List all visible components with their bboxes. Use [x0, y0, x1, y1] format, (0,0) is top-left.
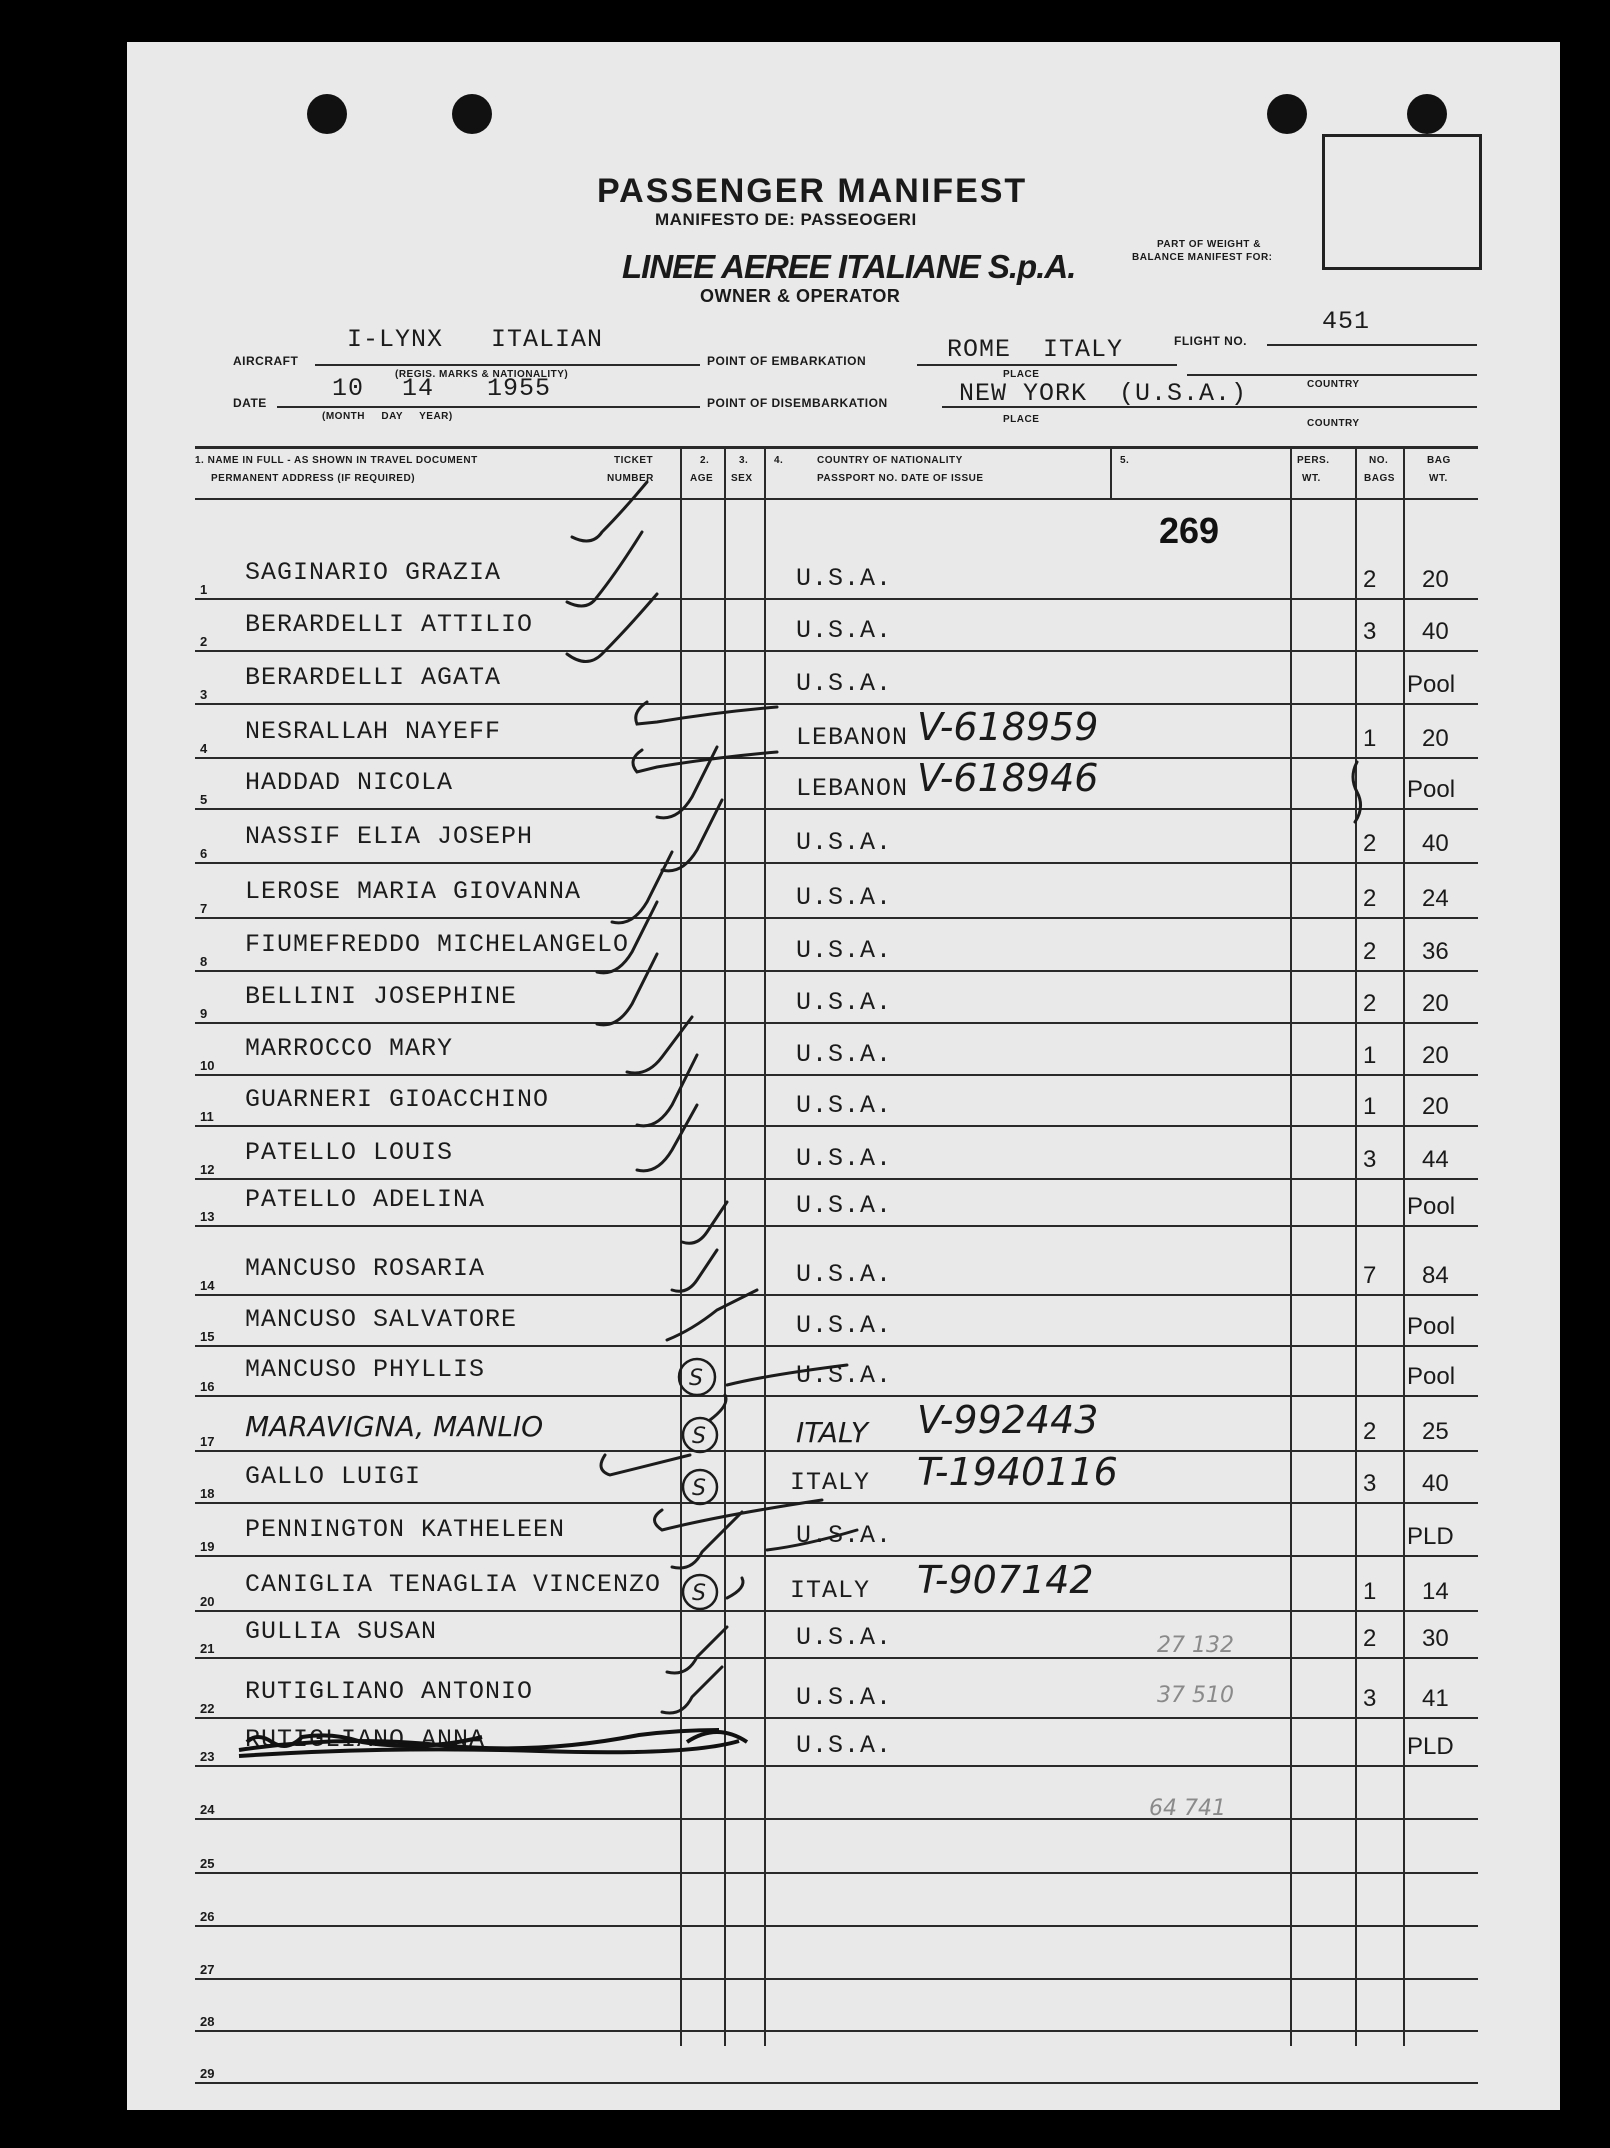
nationality: U.S.A. — [796, 564, 893, 593]
bag-weight: 20 — [1422, 1042, 1449, 1069]
passenger-name: MANCUSO PHYLLIS — [245, 1355, 486, 1384]
bag-weight: 40 — [1422, 830, 1449, 857]
nationality: U.S.A. — [796, 988, 893, 1017]
nationality: U.S.A. — [796, 1731, 893, 1760]
bag-weight: PLD — [1407, 1733, 1454, 1760]
place-label-1: PLACE — [1003, 369, 1040, 380]
bag-weight: 44 — [1422, 1146, 1449, 1173]
passenger-name: MANCUSO ROSARIA — [245, 1254, 486, 1283]
passport-number: V-618946 — [917, 756, 1099, 800]
bag-weight: Pool — [1407, 1363, 1456, 1390]
nationality: U.S.A. — [796, 1260, 893, 1289]
row-number: 5 — [200, 792, 208, 807]
passenger-name: MARAVIGNA, MANLIO — [245, 1410, 544, 1443]
bag-weight: 20 — [1422, 1093, 1449, 1120]
date-year: 1955 — [487, 374, 552, 403]
col-country-header-2: PASSPORT NO. DATE OF ISSUE — [817, 473, 984, 484]
nationality: LEBANON — [796, 774, 909, 803]
passenger-name: MANCUSO SALVATORE — [245, 1305, 518, 1334]
row-number: 18 — [200, 1486, 215, 1501]
col-5-number: 5. — [1120, 455, 1130, 466]
col-nobags-header-1: NO. — [1369, 455, 1389, 466]
row-number: 16 — [200, 1379, 215, 1394]
flight-label: FLIGHT NO. — [1174, 334, 1247, 348]
weight-label-line1: PART OF WEIGHT & — [1157, 239, 1261, 250]
embarkation-label: POINT OF EMBARKATION — [707, 354, 867, 368]
bag-weight: 30 — [1422, 1625, 1449, 1652]
passenger-name: GUARNERI GIOACCHINO — [245, 1085, 550, 1114]
bag-count: 3 — [1363, 618, 1377, 645]
row-number: 10 — [200, 1058, 215, 1073]
col-pers-header-2: WT. — [1302, 473, 1321, 484]
stamp-number: 269 — [1159, 510, 1220, 551]
col-pers-header-1: PERS. — [1297, 455, 1330, 466]
col-age-header-2: AGE — [690, 473, 714, 484]
owner-operator: OWNER & OPERATOR — [700, 286, 901, 306]
svg-text:S: S — [692, 1424, 706, 1449]
bag-weight: 84 — [1422, 1262, 1449, 1289]
bag-weight: 14 — [1422, 1578, 1449, 1605]
row-number: 17 — [200, 1434, 215, 1449]
bag-count: 1 — [1363, 725, 1377, 752]
row-number: 27 — [200, 1962, 215, 1977]
col-4-number: 4. — [774, 455, 784, 466]
date-month: 10 — [332, 374, 365, 403]
passenger-name: RUTIGLIANO ANNA — [245, 1725, 486, 1754]
bag-weight: 40 — [1422, 618, 1449, 645]
country-label-2: COUNTRY — [1307, 418, 1360, 429]
row-number: 26 — [200, 1909, 215, 1924]
row-number: 6 — [200, 846, 208, 861]
date-day: 14 — [402, 374, 435, 403]
country-label-1: COUNTRY — [1307, 379, 1360, 390]
passenger-name: GULLIA SUSAN — [245, 1617, 438, 1646]
bag-weight: 20 — [1422, 725, 1449, 752]
nationality: U.S.A. — [796, 1361, 893, 1390]
row-number: 19 — [200, 1539, 215, 1554]
airline-name: LINEE AEREE ITALIANE S.p.A. — [622, 248, 1076, 285]
bag-count: 2 — [1363, 1418, 1377, 1445]
nationality: U.S.A. — [796, 1191, 893, 1220]
col-name-header-2: PERMANENT ADDRESS (IF REQUIRED) — [211, 473, 416, 484]
svg-text:37 510: 37 510 — [1157, 1683, 1234, 1708]
col-sex-header-2: SEX — [731, 473, 753, 484]
row-number: 1 — [200, 582, 208, 597]
bag-weight: Pool — [1407, 776, 1456, 803]
nationality: U.S.A. — [796, 1040, 893, 1069]
bag-count: 2 — [1363, 1625, 1377, 1652]
nationality: ITALY — [790, 1576, 871, 1605]
passenger-name: FIUMEFREDDO MICHELANGELO — [245, 930, 630, 959]
col-age-header-1: 2. — [700, 455, 710, 466]
bag-weight: Pool — [1407, 1313, 1456, 1340]
aircraft-value: I-LYNX ITALIAN — [347, 325, 604, 354]
row-number: 28 — [200, 2014, 215, 2029]
col-bagwt-header-2: WT. — [1429, 473, 1448, 484]
row-number: 23 — [200, 1749, 215, 1764]
row-number: 20 — [200, 1594, 215, 1609]
bag-count: 3 — [1363, 1685, 1377, 1712]
nationality: U.S.A. — [796, 1144, 893, 1173]
bag-count: 3 — [1363, 1470, 1377, 1497]
row-number: 9 — [200, 1006, 208, 1021]
disembarkation-label: POINT OF DISEMBARKATION — [707, 396, 888, 410]
row-number: 25 — [200, 1856, 215, 1871]
nationality: U.S.A. — [796, 669, 893, 698]
passenger-name: MARROCCO MARY — [245, 1034, 454, 1063]
bag-count: 1 — [1363, 1578, 1377, 1605]
passenger-name: CANIGLIA TENAGLIA VINCENZO — [245, 1570, 662, 1599]
row-number: 14 — [200, 1278, 215, 1293]
passport-number: T-1940116 — [917, 1450, 1118, 1494]
row-number: 13 — [200, 1209, 215, 1224]
manifest-page — [127, 42, 1560, 2110]
bag-count: 1 — [1363, 1093, 1377, 1120]
aircraft-label: AIRCRAFT — [233, 354, 299, 368]
svg-text:S: S — [689, 1366, 703, 1391]
svg-text:64 741: 64 741 — [1149, 1796, 1226, 1821]
bag-weight: Pool — [1407, 671, 1456, 698]
manifest-title: PASSENGER MANIFEST — [597, 172, 1028, 210]
passenger-name: PATELLO LOUIS — [245, 1138, 454, 1167]
col-ticket-header-1: TICKET — [614, 455, 654, 466]
row-number: 7 — [200, 901, 208, 916]
svg-text:S: S — [692, 1476, 706, 1501]
handwritten-checkmarks — [127, 42, 1560, 2110]
bag-weight: 41 — [1422, 1685, 1449, 1712]
row-number: 4 — [200, 741, 208, 756]
passport-number: V-992443 — [917, 1398, 1099, 1442]
nationality: ITALY — [790, 1468, 871, 1497]
nationality: U.S.A. — [796, 1091, 893, 1120]
row-number: 3 — [200, 687, 208, 702]
manifest-subtitle: MANIFESTO DE: PASSEOGERI — [655, 210, 917, 229]
flight-value: 451 — [1322, 307, 1371, 336]
bag-weight: 20 — [1422, 566, 1449, 593]
svg-text:27 132: 27 132 — [1157, 1633, 1234, 1658]
bag-count: 1 — [1363, 1042, 1377, 1069]
passenger-name: RUTIGLIANO ANTONIO — [245, 1677, 534, 1706]
passenger-name: PATELLO ADELINA — [245, 1185, 486, 1214]
passenger-name: NESRALLAH NAYEFF — [245, 717, 502, 746]
row-number: 21 — [200, 1641, 215, 1656]
row-number: 12 — [200, 1162, 215, 1177]
bag-count: 2 — [1363, 830, 1377, 857]
weight-label-line2: BALANCE MANIFEST FOR: — [1132, 252, 1273, 263]
bag-count: 2 — [1363, 566, 1377, 593]
bag-weight: 40 — [1422, 1470, 1449, 1497]
passenger-name: SAGINARIO GRAZIA — [245, 558, 502, 587]
row-number: 11 — [200, 1109, 214, 1124]
date-label: DATE — [233, 396, 267, 410]
passenger-name: BERARDELLI AGATA — [245, 663, 502, 692]
nationality: LEBANON — [796, 723, 909, 752]
regis-label: (REGIS. MARKS & NATIONALITY) — [395, 369, 569, 380]
row-number: 2 — [200, 634, 208, 649]
bag-weight: 24 — [1422, 885, 1449, 912]
passenger-name: NASSIF ELIA JOSEPH — [245, 822, 534, 851]
bag-count: 2 — [1363, 885, 1377, 912]
nationality: U.S.A. — [796, 1311, 893, 1340]
bag-count: 3 — [1363, 1146, 1377, 1173]
nationality: ITALY — [796, 1416, 868, 1449]
svg-text:S: S — [692, 1581, 706, 1606]
bag-weight: 20 — [1422, 990, 1449, 1017]
col-nobags-header-2: BAGS — [1364, 473, 1395, 484]
passport-number: V-618959 — [917, 705, 1099, 749]
col-ticket-header-2: NUMBER — [607, 473, 654, 484]
disembarkation-value: NEW YORK (U.S.A.) — [959, 379, 1248, 408]
nationality: U.S.A. — [796, 1683, 893, 1712]
date-sublabel: (MONTH DAY YEAR) — [322, 411, 453, 422]
nationality: U.S.A. — [796, 936, 893, 965]
col-name-header-1: 1. NAME IN FULL - AS SHOWN IN TRAVEL DOCUMENT — [195, 455, 478, 466]
col-sex-header-1: 3. — [739, 455, 749, 466]
bag-weight: Pool — [1407, 1193, 1456, 1220]
passenger-name: PENNINGTON KATHELEEN — [245, 1515, 566, 1544]
bag-weight: 36 — [1422, 938, 1449, 965]
bag-count: 7 — [1363, 1262, 1377, 1289]
bag-weight: PLD — [1407, 1523, 1454, 1550]
nationality: U.S.A. — [796, 1521, 893, 1550]
bag-weight: 25 — [1422, 1418, 1449, 1445]
passenger-name: BERARDELLI ATTILIO — [245, 610, 534, 639]
passenger-name: HADDAD NICOLA — [245, 768, 454, 797]
passport-number: T-907142 — [917, 1558, 1094, 1602]
row-number: 29 — [200, 2066, 215, 2081]
row-number: 24 — [200, 1802, 215, 1817]
embarkation-value: ROME ITALY — [947, 335, 1124, 364]
nationality: U.S.A. — [796, 616, 893, 645]
passenger-name: GALLO LUIGI — [245, 1462, 422, 1491]
row-number: 15 — [200, 1329, 215, 1344]
nationality: U.S.A. — [796, 883, 893, 912]
bag-count: 2 — [1363, 938, 1377, 965]
row-number: 8 — [200, 954, 208, 969]
col-bagwt-header-1: BAG — [1427, 455, 1451, 466]
nationality: U.S.A. — [796, 828, 893, 857]
passenger-name: BELLINI JOSEPHINE — [245, 982, 518, 1011]
place-label-2: PLACE — [1003, 414, 1040, 425]
bag-count: 2 — [1363, 990, 1377, 1017]
passenger-name: LEROSE MARIA GIOVANNA — [245, 877, 582, 906]
row-number: 22 — [200, 1701, 215, 1716]
col-country-header-1: COUNTRY OF NATIONALITY — [817, 455, 963, 466]
nationality: U.S.A. — [796, 1623, 893, 1652]
